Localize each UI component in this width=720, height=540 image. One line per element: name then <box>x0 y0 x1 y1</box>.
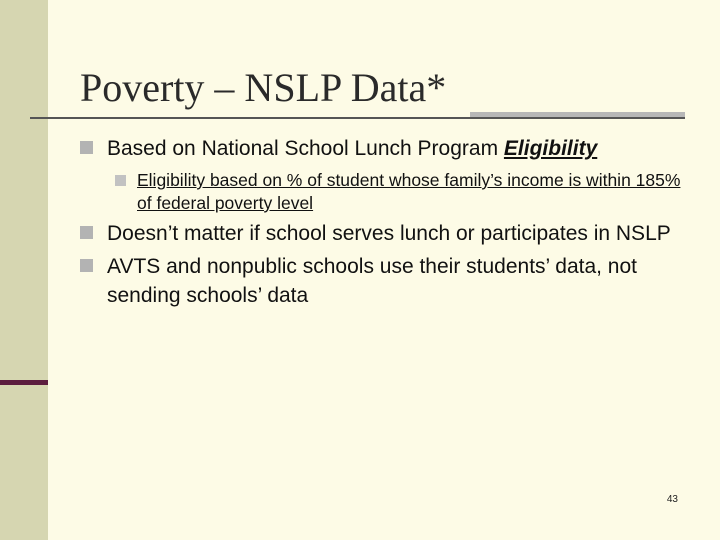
square-bullet-icon <box>80 141 93 154</box>
square-bullet-icon <box>115 175 126 186</box>
page-number: 43 <box>666 494 678 505</box>
bullet-text: Based on National School Lunch Program <box>107 137 504 160</box>
left-decorative-bar <box>0 0 48 540</box>
bullet-text: Doesn’t matter if school serves lunch or participates in NSLP <box>107 222 671 245</box>
square-bullet-icon <box>80 226 93 239</box>
square-bullet-icon <box>80 259 93 272</box>
left-bar-accent-line <box>0 380 48 385</box>
sub-bullet-list <box>107 169 690 215</box>
title-underline <box>30 117 685 119</box>
sub-bullet-text: Eligibility based on % of student whose family’s income is within 185% of federal poverty level <box>137 170 681 213</box>
bullet-text: AVTS and nonpublic schools use their students’ data, not sending schools’ data <box>107 255 637 307</box>
bullet-item <box>80 252 690 310</box>
bullet-item <box>80 134 690 215</box>
bullet-item <box>80 219 690 248</box>
bullet-list <box>80 134 690 310</box>
slide-title: Poverty – NSLP Data* <box>80 65 447 110</box>
sub-bullet-item <box>107 169 690 215</box>
bullet-emphasis: Eligibility <box>503 137 598 160</box>
